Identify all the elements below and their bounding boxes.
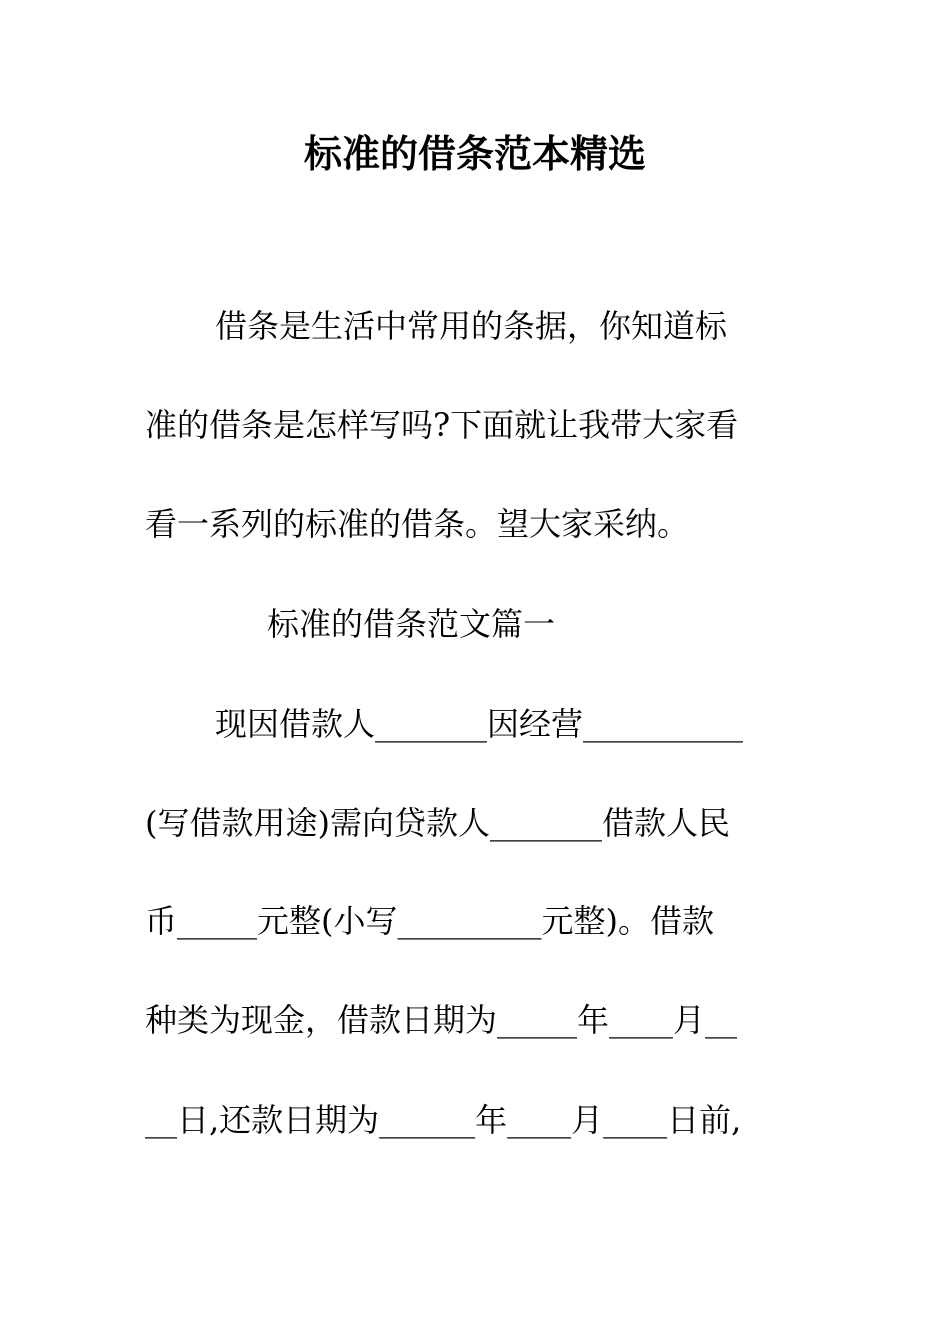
section-heading: 标准的借条范文篇一	[267, 605, 556, 643]
document-title: 标准的借条范本精选	[303, 131, 646, 176]
paragraph-line: 币_____元整(小写_________元整)。借款	[145, 902, 714, 940]
paragraph-line: (写借款用途)需向贷款人_______借款人民	[145, 804, 730, 842]
paragraph-line: __日,还款日期为______年____月____日前,	[145, 1101, 742, 1139]
paragraph-line: 现因借款人_______因经营__________	[215, 705, 744, 743]
paragraph-line: 借条是生活中常用的条据，你知道标	[215, 307, 728, 345]
paragraph-line: 种类为现金，借款日期为_____年____月__	[145, 1001, 738, 1039]
paragraph-line: 看一系列的标准的借条。望大家采纳。	[145, 505, 690, 543]
paragraph-line: 准的借条是怎样写吗?下面就让我带大家看	[145, 406, 739, 444]
